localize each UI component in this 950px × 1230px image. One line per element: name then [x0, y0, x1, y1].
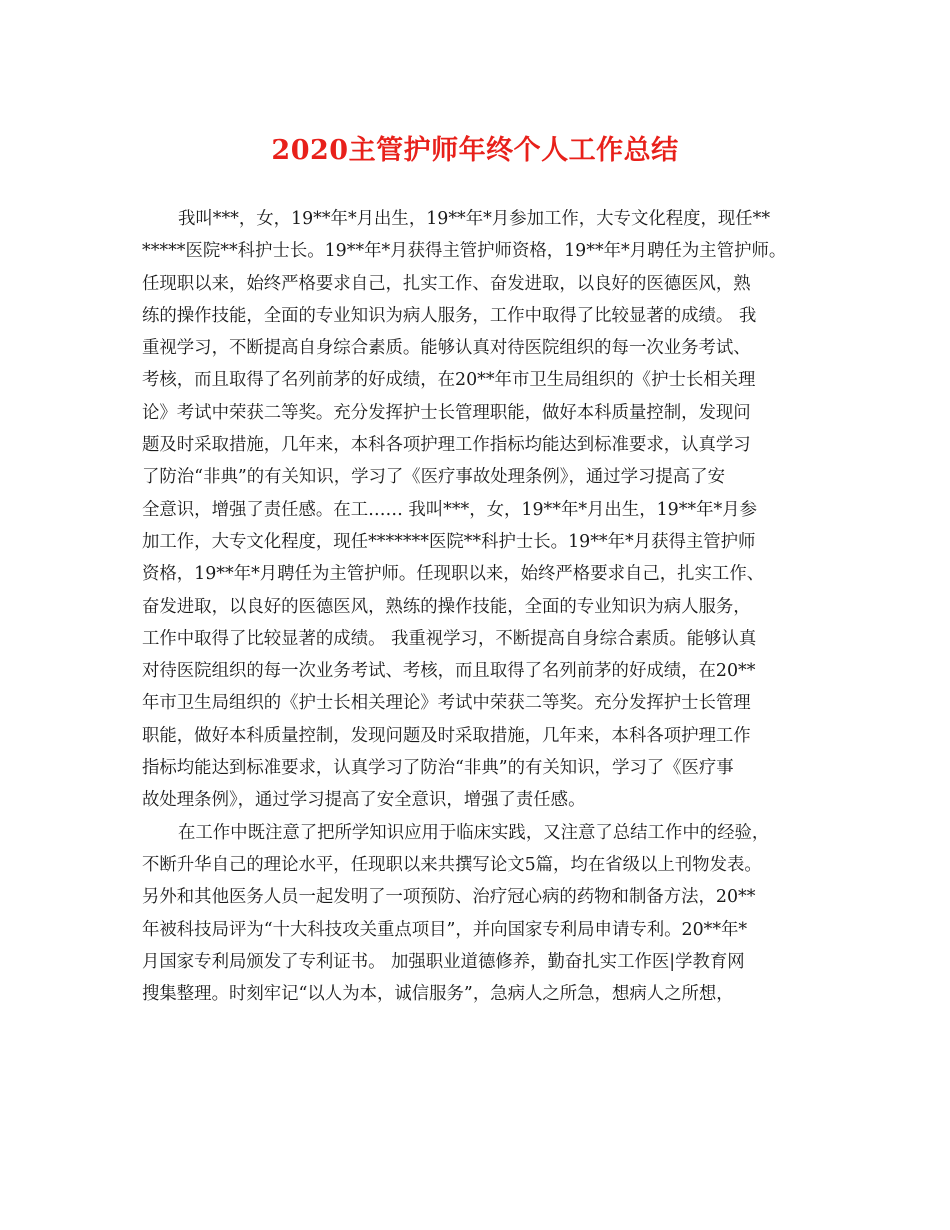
- text-line: 搜集整理。时刻牢记“以人为本，诚信服务”，急病人之所急，想病人之所想，: [142, 984, 734, 1005]
- document-title: 2020主管护师年终个人工作总结: [271, 135, 679, 166]
- text-line: 资格，19**年*月聘任为主管护师。任现职以来，始终严格要求自己，扎实工作、: [142, 564, 765, 585]
- text-line: *****医院**科护士长。19**年*月获得主管护师资格，19**年*月聘任为主管护师。: [142, 241, 787, 262]
- text-line: 另外和其他医务人员一起发明了一项预防、治疗冠心病的药物和制备方法，20**: [142, 887, 756, 908]
- text-line: 全意识，增强了责任感。在工…… 我叫***，女，19**年*月出生，19**年*月参: [142, 499, 757, 520]
- text-line: 月国家专利局颁发了专利证书。 加强职业道德修养，勤奋扎实工作医|学教育网: [142, 951, 745, 972]
- document-body: [142, 203, 832, 1010]
- text-line: 我叫***，女，19**年*月出生，19**年*月参加工作，大专文化程度，现任**: [178, 209, 771, 229]
- text-line: 在工作中既注意了把所学知识应用于临床实践，又注意了总结工作中的经验，: [178, 822, 770, 843]
- text-line: 指标均能达到标准要求，认真学习了防治“非典”的有关知识，学习了《医疗事: [142, 758, 734, 779]
- text-line: 加工作，大专文化程度，现任*******医院**科护士长。19**年*月获得主管护师: [142, 531, 756, 552]
- text-line: 年市卫生局组织的《护士长相关理论》考试中荣获二等奖。充分发挥护士长管理: [142, 693, 751, 714]
- text-line: 工作中取得了比较显著的成绩。 我重视学习，不断提高自身综合素质。能够认真: [142, 628, 757, 649]
- text-line: 重视学习，不断提高自身综合素质。能够认真对待医院组织的每一次业务考试、: [142, 338, 751, 359]
- text-line: 题及时采取措施，几年来，本科各项护理工作指标均能达到标准要求，认真学习: [142, 435, 751, 456]
- text-line: 对待医院组织的每一次业务考试、考核，而且取得了名列前茅的好成绩，在20**: [142, 661, 756, 682]
- text-line: 年被科技局评为“十大科技攻关重点项目”，并向国家专利局申请专利。20**年*: [142, 919, 748, 940]
- text-line: 不断升华自己的理论水平，任现职以来共撰写论文5篇，均在省级以上刊物发表。: [142, 854, 762, 875]
- text-line: 练的操作技能，全面的专业知识为病人服务，工作中取得了比较显著的成绩。 我: [142, 305, 757, 326]
- text-line: 奋发进取，以良好的医德医风，熟练的操作技能，全面的专业知识为病人服务，: [142, 596, 751, 617]
- text-line: 了防治“非典”的有关知识，学习了《医疗事故处理条例》，通过学习提高了安: [142, 467, 725, 488]
- text-line: 考核，而且取得了名列前茅的好成绩，在20**年市卫生局组织的《护士长相关理: [142, 370, 756, 391]
- text-line: 任现职以来，始终严格要求自己，扎实工作、奋发进取，以良好的医德医风，熟: [142, 273, 751, 294]
- text-line: 职能，做好本科质量控制，发现问题及时采取措施，几年来，本科各项护理工作: [142, 725, 751, 746]
- text-line: 故处理条例》，通过学习提高了安全意识，增强了责任感。: [142, 790, 586, 811]
- text-line: 论》考试中荣获二等奖。充分发挥护士长管理职能，做好本科质量控制，发现问: [142, 402, 751, 423]
